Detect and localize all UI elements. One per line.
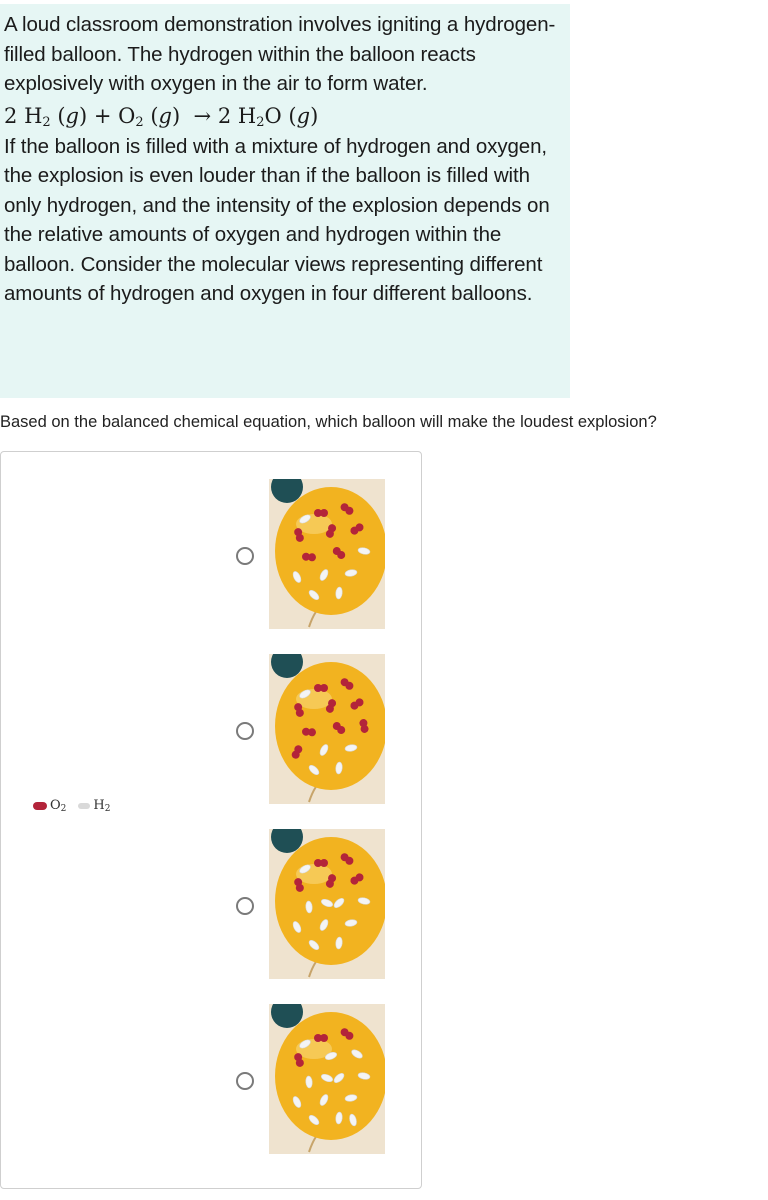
question-prompt: Based on the balanced chemical equation, which balloon will make the loudest explosion? xyxy=(0,413,657,431)
eq-h2o-sub: 2 xyxy=(256,114,265,130)
passage-body: If the balloon is filled with a mixture of hydrogen and oxygen, the explosion is even louder than if the balloon is filled with only hydrogen, and the intensity of the explosion depends on the relative amounts of oxygen and hydrogen within the balloon. Consider the molecular views representing different amounts of hydrogen and oxygen in four different balloons. xyxy=(4,134,550,305)
legend-o2-label: $O_2$ xyxy=(50,798,67,814)
eq-h2: H xyxy=(24,103,43,128)
eq-plus: + xyxy=(93,103,112,128)
chemical-equation: 2 $H_2$ $(g) + O_2$ (g) → 2 $H_2O$ (g) xyxy=(4,103,319,130)
passage-intro: A loud classroom demonstration involves igniting a hydrogen-filled balloon. The hydrogen within the balloon reacts explosively with oxygen in the air to form water. xyxy=(4,13,556,95)
eq-phase-3: g xyxy=(296,103,311,128)
radio-button-4[interactable] xyxy=(236,1072,254,1090)
balloon-image-3 xyxy=(269,829,385,979)
o2-molecule-icon xyxy=(33,802,47,810)
radio-button-1[interactable] xyxy=(236,547,254,565)
eq-o2: O xyxy=(118,103,136,128)
eq-h2o-o: O xyxy=(264,103,282,128)
molecule-legend xyxy=(33,798,110,813)
balloon-image-1 xyxy=(269,479,385,629)
eq-phase-1: g xyxy=(65,103,79,128)
balloon-body-icon xyxy=(275,662,385,790)
legend-h2-label: $H_2$ xyxy=(93,798,111,814)
eq-coef-right: 2 xyxy=(217,103,232,128)
eq-phase-2: g xyxy=(158,103,172,128)
balloon-image-2 xyxy=(269,654,385,804)
eq-h2-sub: 2 xyxy=(42,114,51,130)
radio-button-2[interactable] xyxy=(236,722,254,740)
eq-o2-sub: 2 xyxy=(135,114,144,130)
eq-h2o-h: H xyxy=(237,103,257,128)
question-passage xyxy=(0,4,570,398)
radio-button-3[interactable] xyxy=(236,897,254,915)
balloon-image-4 xyxy=(269,1004,385,1154)
eq-coef-left: 2 xyxy=(4,103,18,128)
eq-arrow: → xyxy=(193,103,212,128)
h2-molecule-icon xyxy=(78,803,90,809)
